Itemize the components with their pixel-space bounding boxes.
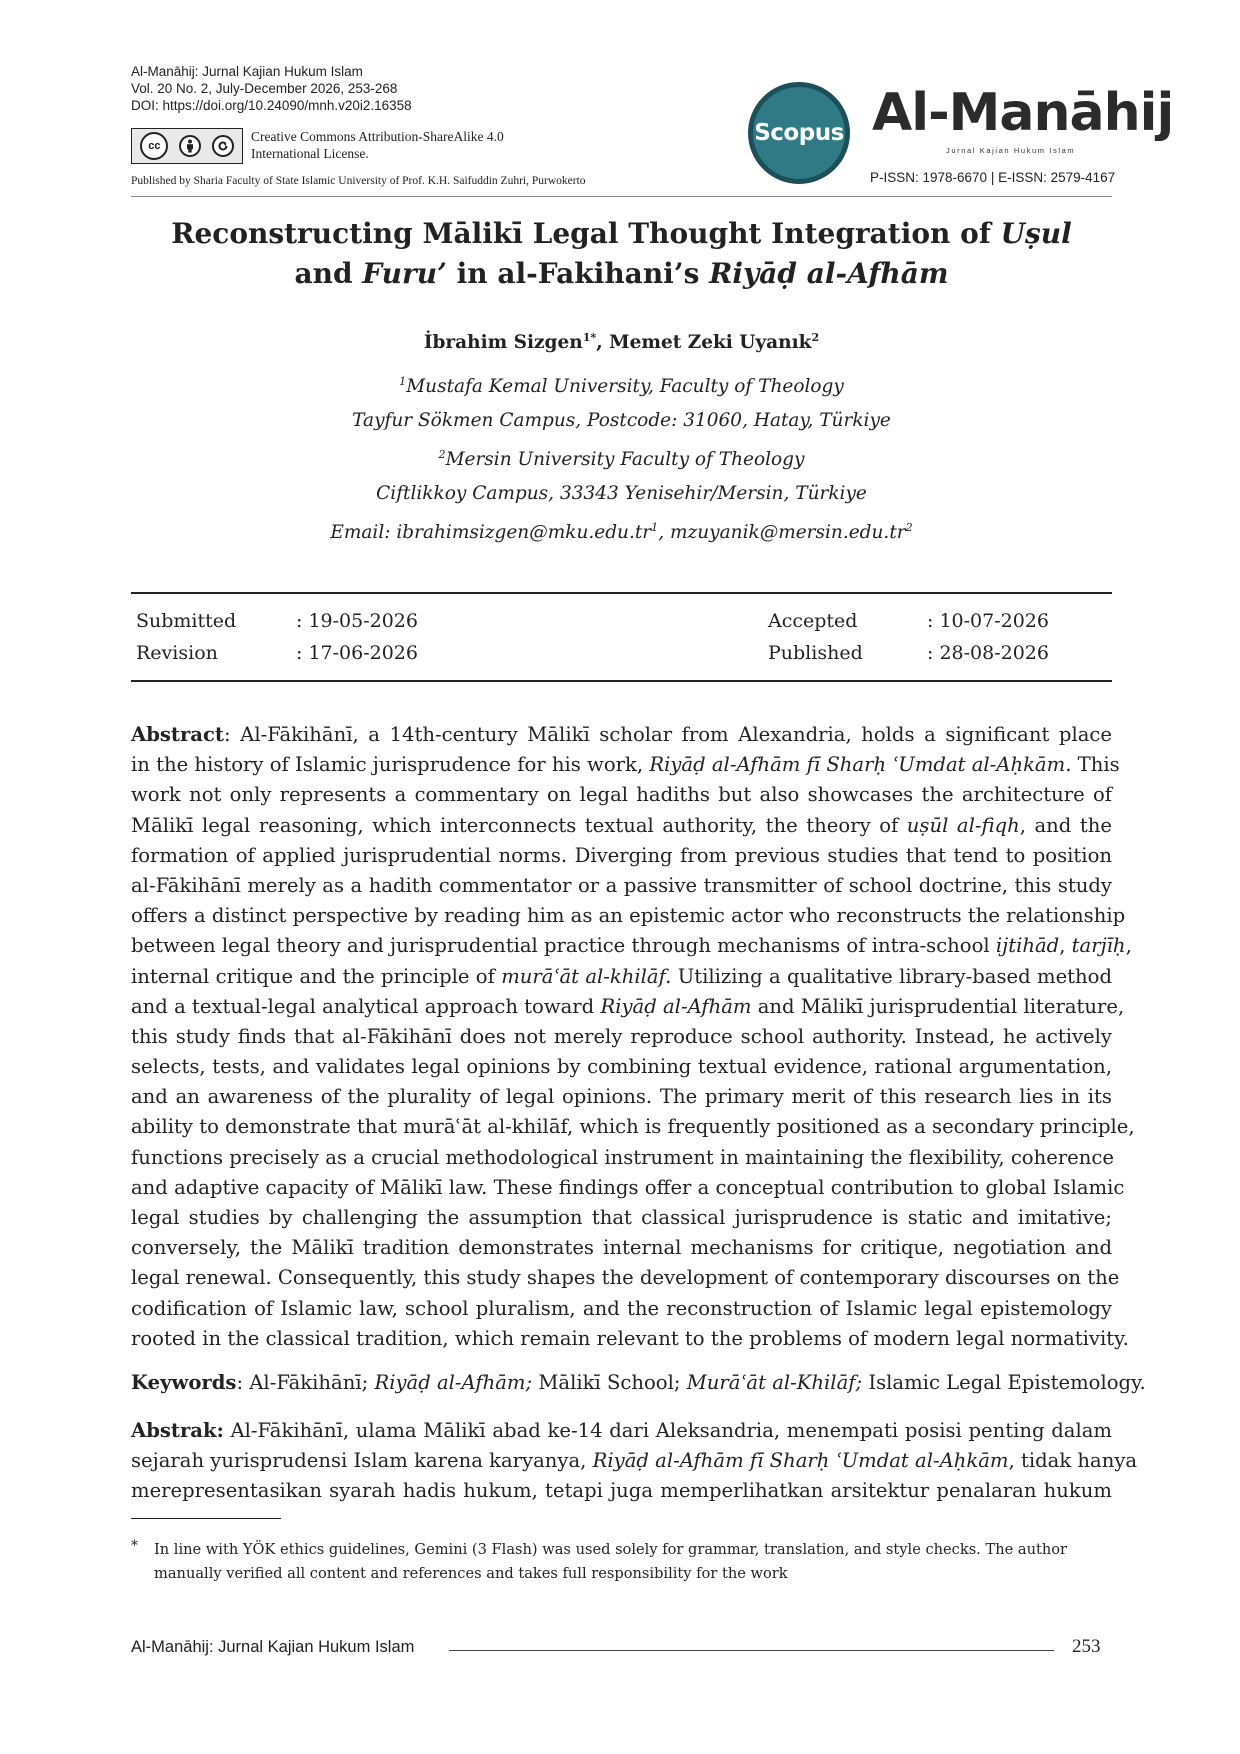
affiliation-1-address: Tayfur Sökmen Campus, Postcode: 31060, Hatay, Türkiye [352, 410, 891, 431]
abstrak-label: Abstrak: [131, 1419, 224, 1442]
abstrak-paragraph: Abstrak: Al-Fākihānī, ulama Mālikī abad ke-14 dari Aleksandria, menempati posisi penting dalam sejarah yurisprudensi Islam karena karyanya, Riyāḍ al-Afhām fī Sharḥ ʿUmdat al-Aḥkām, tidak hanya merepresentasikan syarah hadis hukum, tetapi juga memperlihatkan arsitektur penalaran hukum [131, 1419, 1138, 1503]
abstract-paragraph: Abstract: Al-Fākihānī, a 14th-century Mālikī scholar from Alexandria, holds a significant place in the history of Islamic jurisprudence for his work, Riyāḍ al-Afhām fī Sharḥ ʿUmdat al-Aḥkām. This work not only represents a commentary on legal hadiths but also showcases the architecture of Mālikī legal reasoning, which interconnects textual authority, the theory of uṣūl al-fiqh, and the formation of applied jurisprudential norms. Diverging from previous studies that tend to position al-Fākihānī merely as a hadith commentator or a passive transmitter of school doctrine, this study offers a distinct perspective by reading him as an epistemic actor who reconstructs the relationship between legal theory and jurisprudential practice through mechanisms of intra-school ijtihād, tarjīḥ, internal critique and the principle of murāʿāt al-khilāf. Utilizing a qualitative library-based method and a textual-legal analytical approach toward Riyāḍ al-Afhām and Mālikī jurisprudential literature, this study finds that al-Fākihānī does not merely reproduce school authority. Instead, he actively selects, tests, and validates legal opinions by combining textual evidence, rational argumentation, and an awareness of the plurality of legal opinions. The primary merit of this research lies in its ability to demonstrate that murāʿāt al-khilāf, which is frequently positioned as a secondary principle, functions precisely as a crucial methodological instrument in maintaining the flexibility, coherence and adaptive capacity of Mālikī law. These findings offer a conceptual contribution to global Islamic legal studies by challenging the assumption that classical jurisprudence is static and imitative; conversely, the Mālikī tradition demonstrates internal mechanisms for critique, negotiation and legal renewal. Consequently, this study shapes the development of contemporary discourses on the codification of Islamic law, school pluralism, and the reconstruction of Islamic legal epistemology rooted in the classical tradition, which remain relevant to the problems of modern legal normativity. [131, 723, 1135, 1350]
affiliation-2-address: Ciftlikkoy Campus, 33343 Yenisehir/Mersin, Türkiye [376, 483, 867, 504]
footer-journal: Al-Manāhij: Jurnal Kajian Hukum Islam [131, 1638, 415, 1656]
doi-link[interactable]: DOI: https://doi.org/10.24090/mnh.v20i2.16358 [131, 98, 412, 113]
footnote-text: In line with YÖK ethics guidelines, Gemini (3 Flash) was used solely for grammar, translation, and style checks. The author manually verified all content and references and takes full responsibility for the work [154, 1541, 1067, 1582]
author-list: İbrahim Sizgen$^{1*}$, Memet Zeki Uyanık$^2$ [423, 330, 820, 353]
footnote-mark: * [131, 1538, 138, 1554]
author-name: Memet Zeki Uyanık [609, 332, 812, 353]
published-label: Published [768, 642, 863, 664]
journal-name: Al-Manāhij: Jurnal Kajian Hukum Islam [131, 64, 363, 79]
accepted-date: : 10-07-2026 [927, 610, 1049, 632]
volume-info: Vol. 20 No. 2, July-December 2026, 253-268 [131, 81, 398, 96]
author-name: İbrahim Sizgen [423, 332, 583, 353]
accepted-label: Accepted [768, 610, 858, 632]
al-manahij-logo [872, 80, 1174, 160]
logo-text: Al-Manāhij [872, 83, 1174, 143]
submitted-label: Submitted [136, 610, 237, 632]
page-number: 253 [1072, 1636, 1101, 1657]
affiliation-2: $^2$Mersin University Faculty of Theology [438, 447, 805, 470]
issn-info: P-ISSN: 1978-6670 | E-ISSN: 2579-4167 [870, 170, 1116, 185]
article-title: Reconstructing Mālikī Legal Thought Integration of Uṣul and Furu’ in al-Fakihani’s Riyāḍ al-Afhām [171, 217, 1072, 290]
submitted-date: : 19-05-2026 [296, 610, 418, 632]
cc-icon: cc [140, 132, 168, 160]
footnote-rule [131, 1518, 281, 1519]
dates-top-rule [131, 592, 1112, 594]
publisher-line: Published by Sharia Faculty of State Islamic University of Prof. K.H. Saifuddin Zuhri, Purwokerto [131, 175, 586, 187]
keywords-label: Keywords [131, 1371, 237, 1394]
header-divider [131, 196, 1112, 197]
author-emails[interactable]: Email: $ibrahimsizgen@mku.edu.tr^1$, $mzuyanik@mersin.edu.tr^2$ [330, 520, 913, 543]
sa-icon [212, 135, 234, 157]
scopus-logo-icon [748, 82, 850, 184]
published-date: : 28-08-2026 [927, 642, 1049, 664]
revision-label: Revision [136, 642, 218, 664]
dates-bottom-rule [131, 680, 1112, 682]
keywords-paragraph: Keywords: Al-Fākihānī; Riyāḍ al-Afhām; Mālikī School; Murāʿāt al-Khilāf; Islamic Legal Epistemology. [131, 1371, 1146, 1394]
by-icon [179, 135, 201, 157]
affiliation-1: $^1$Mustafa Kemal University, Faculty of Theology [399, 374, 844, 397]
journal-meta [131, 63, 412, 114]
footer-divider [449, 1650, 1054, 1651]
logo-subtitle: Jurnal Kajian Hukum Islam [946, 146, 1076, 155]
scopus-label: Scopus [754, 120, 844, 146]
license-row [131, 128, 504, 164]
abstract-label: Abstract [131, 723, 224, 746]
license-text: Creative Commons Attribution-ShareAlike 4.0 International License. [251, 129, 504, 161]
cc-by-sa-badge-icon[interactable] [131, 128, 243, 164]
revision-date: : 17-06-2026 [296, 642, 418, 664]
